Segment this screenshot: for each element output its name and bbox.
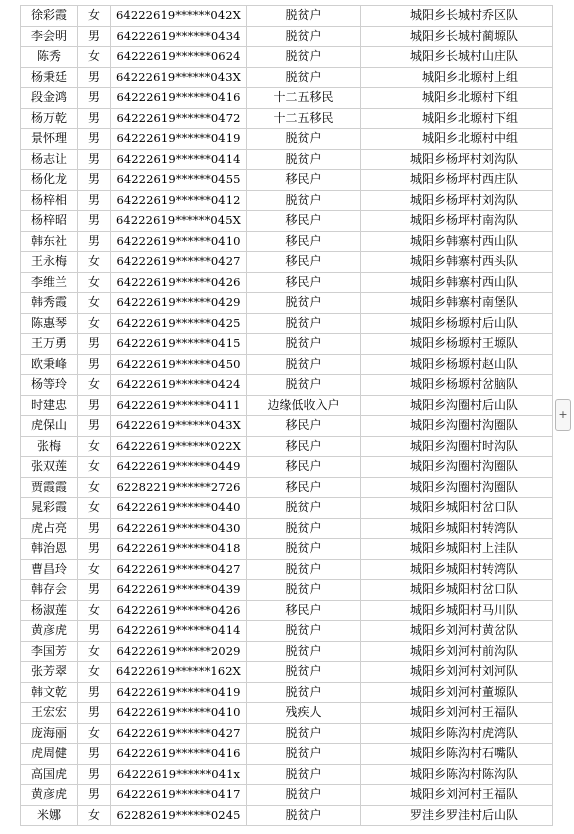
- address-cell[interactable]: 城阳乡陈沟村虎湾队: [361, 723, 553, 744]
- gender-cell[interactable]: 女: [78, 293, 111, 314]
- gender-cell[interactable]: 男: [78, 211, 111, 232]
- id-number-cell[interactable]: 64222619******0414: [111, 621, 247, 642]
- gender-cell[interactable]: 男: [78, 621, 111, 642]
- gender-cell[interactable]: 男: [78, 334, 111, 355]
- name-cell[interactable]: 杨万乾: [21, 108, 78, 129]
- table-row: [21, 26, 553, 47]
- id-number-cell[interactable]: 64222619******0416: [111, 744, 247, 765]
- table-row: [21, 252, 553, 273]
- gender-cell[interactable]: 女: [78, 47, 111, 68]
- id-number-cell[interactable]: 64222619******0439: [111, 580, 247, 601]
- name-cell[interactable]: 李维兰: [21, 272, 78, 293]
- id-number-cell[interactable]: 64222619******162X: [111, 662, 247, 683]
- category-cell[interactable]: 脱贫户: [247, 375, 361, 396]
- address-cell[interactable]: 城阳乡沟圈村沟圈队: [361, 477, 553, 498]
- id-number-cell[interactable]: 64222619******0429: [111, 293, 247, 314]
- category-cell[interactable]: 脱贫户: [247, 47, 361, 68]
- address-cell[interactable]: 城阳乡韩寨村西山队: [361, 231, 553, 252]
- table-row: [21, 457, 553, 478]
- id-number-cell[interactable]: 64222619******0415: [111, 334, 247, 355]
- address-cell[interactable]: 城阳乡陈沟村石嘴队: [361, 744, 553, 765]
- name-cell[interactable]: 杨淑莲: [21, 600, 78, 621]
- gender-cell[interactable]: 男: [78, 764, 111, 785]
- table-row: [21, 436, 553, 457]
- id-number-cell[interactable]: 64222619******045X: [111, 211, 247, 232]
- category-cell[interactable]: 脱贫户: [247, 190, 361, 211]
- name-cell[interactable]: 欧秉峰: [21, 354, 78, 375]
- category-cell[interactable]: 残疾人: [247, 703, 361, 724]
- table-row: [21, 6, 553, 27]
- gender-cell[interactable]: 女: [78, 313, 111, 334]
- id-number-cell[interactable]: 64222619******0410: [111, 231, 247, 252]
- name-cell[interactable]: 张芳翠: [21, 662, 78, 683]
- name-cell[interactable]: 杨梓昭: [21, 211, 78, 232]
- category-cell[interactable]: 脱贫户: [247, 67, 361, 88]
- category-cell[interactable]: 移民户: [247, 252, 361, 273]
- table-row: [21, 416, 553, 437]
- id-number-cell[interactable]: 64222619******041x: [111, 764, 247, 785]
- name-cell[interactable]: 黄彦虎: [21, 785, 78, 806]
- category-cell[interactable]: 十二五移民: [247, 108, 361, 129]
- table-row: [21, 129, 553, 150]
- table-row: [21, 354, 553, 375]
- id-number-cell[interactable]: 64222619******0449: [111, 457, 247, 478]
- gender-cell[interactable]: 女: [78, 6, 111, 27]
- name-cell[interactable]: 虎周健: [21, 744, 78, 765]
- table-row: [21, 375, 553, 396]
- category-cell[interactable]: 移民户: [247, 211, 361, 232]
- name-cell[interactable]: 张双莲: [21, 457, 78, 478]
- address-cell[interactable]: 城阳乡杨塬村岔脑队: [361, 375, 553, 396]
- address-cell[interactable]: 城阳乡杨塬村后山队: [361, 313, 553, 334]
- gender-cell[interactable]: 男: [78, 395, 111, 416]
- name-cell[interactable]: 杨梓相: [21, 190, 78, 211]
- table-row: [21, 313, 553, 334]
- id-number-cell[interactable]: 64222619******0624: [111, 47, 247, 68]
- table-row: [21, 559, 553, 580]
- address-cell[interactable]: 城阳乡沟圈村沟圈队: [361, 457, 553, 478]
- id-number-cell[interactable]: 64222619******2029: [111, 641, 247, 662]
- id-number-cell[interactable]: 64222619******0417: [111, 785, 247, 806]
- id-number-cell[interactable]: 64222619******0418: [111, 539, 247, 560]
- table-row: [21, 395, 553, 416]
- address-cell[interactable]: 城阳乡刘河村前沟队: [361, 641, 553, 662]
- category-cell[interactable]: 脱贫户: [247, 785, 361, 806]
- gender-cell[interactable]: 男: [78, 416, 111, 437]
- gender-cell[interactable]: 男: [78, 354, 111, 375]
- name-cell[interactable]: 陈秀: [21, 47, 78, 68]
- name-cell[interactable]: 黄彦虎: [21, 621, 78, 642]
- name-cell[interactable]: 李会明: [21, 26, 78, 47]
- table-row: [21, 170, 553, 191]
- table-row: [21, 477, 553, 498]
- table-row: [21, 231, 553, 252]
- category-cell[interactable]: 脱贫户: [247, 6, 361, 27]
- name-cell[interactable]: 曹昌玲: [21, 559, 78, 580]
- name-cell[interactable]: 王永梅: [21, 252, 78, 273]
- data-table: [20, 5, 553, 826]
- category-cell[interactable]: 脱贫户: [247, 539, 361, 560]
- name-cell[interactable]: 王万勇: [21, 334, 78, 355]
- gender-cell[interactable]: 女: [78, 457, 111, 478]
- id-number-cell[interactable]: 64222619******0411: [111, 395, 247, 416]
- name-cell[interactable]: 韩文乾: [21, 682, 78, 703]
- id-number-cell[interactable]: 64222619******0416: [111, 88, 247, 109]
- category-cell[interactable]: 脱贫户: [247, 641, 361, 662]
- id-number-cell[interactable]: 64222619******0426: [111, 600, 247, 621]
- table-row: [21, 744, 553, 765]
- category-cell[interactable]: 边缘低收入户: [247, 395, 361, 416]
- name-cell[interactable]: 米娜: [21, 805, 78, 826]
- address-cell[interactable]: 城阳乡陈沟村陈沟队: [361, 764, 553, 785]
- id-number-cell[interactable]: 64222619******0472: [111, 108, 247, 129]
- category-cell[interactable]: 移民户: [247, 231, 361, 252]
- table-row: [21, 785, 553, 806]
- gender-cell[interactable]: 男: [78, 682, 111, 703]
- table-row: [21, 272, 553, 293]
- table-row: [21, 108, 553, 129]
- name-cell[interactable]: 韩秀霞: [21, 293, 78, 314]
- address-cell[interactable]: 城阳乡长城村山庄队: [361, 47, 553, 68]
- id-number-cell[interactable]: 64222619******0412: [111, 190, 247, 211]
- table-row: [21, 662, 553, 683]
- id-number-cell[interactable]: 64222619******0450: [111, 354, 247, 375]
- category-cell[interactable]: 脱贫户: [247, 559, 361, 580]
- id-number-cell[interactable]: 64222619******043X: [111, 67, 247, 88]
- table-row: [21, 334, 553, 355]
- table-row: [21, 539, 553, 560]
- address-cell[interactable]: 城阳乡杨坪村刘沟队: [361, 190, 553, 211]
- gender-cell[interactable]: 男: [78, 108, 111, 129]
- name-cell[interactable]: 段金鸿: [21, 88, 78, 109]
- name-cell[interactable]: 晁彩霞: [21, 498, 78, 519]
- gender-cell[interactable]: 女: [78, 272, 111, 293]
- name-cell[interactable]: 张梅: [21, 436, 78, 457]
- table-row: [21, 88, 553, 109]
- address-cell[interactable]: 城阳乡刘河村黄岔队: [361, 621, 553, 642]
- id-number-cell[interactable]: 64222619******022X: [111, 436, 247, 457]
- gender-cell[interactable]: 男: [78, 785, 111, 806]
- name-cell[interactable]: 杨秉廷: [21, 67, 78, 88]
- id-number-cell[interactable]: 64222619******0414: [111, 149, 247, 170]
- category-cell[interactable]: 脱贫户: [247, 354, 361, 375]
- category-cell[interactable]: 脱贫户: [247, 129, 361, 150]
- table-row: [21, 190, 553, 211]
- category-cell[interactable]: 移民户: [247, 272, 361, 293]
- address-cell[interactable]: 城阳乡北塬村下组: [361, 88, 553, 109]
- name-cell[interactable]: 李国芳: [21, 641, 78, 662]
- name-cell[interactable]: 韩东社: [21, 231, 78, 252]
- address-cell[interactable]: 城阳乡北塬村下组: [361, 108, 553, 129]
- address-cell[interactable]: 城阳乡城阳村岔口队: [361, 498, 553, 519]
- id-number-cell[interactable]: 64222619******0426: [111, 272, 247, 293]
- gender-cell[interactable]: 男: [78, 703, 111, 724]
- gender-cell[interactable]: 女: [78, 805, 111, 826]
- category-cell[interactable]: 十二五移民: [247, 88, 361, 109]
- category-cell[interactable]: 移民户: [247, 416, 361, 437]
- gender-cell[interactable]: 男: [78, 539, 111, 560]
- address-cell[interactable]: 城阳乡城阳村马川队: [361, 600, 553, 621]
- address-cell[interactable]: 城阳乡沟圈村沟圈队: [361, 416, 553, 437]
- name-cell[interactable]: 虎占亮: [21, 518, 78, 539]
- gender-cell[interactable]: 女: [78, 600, 111, 621]
- address-cell[interactable]: 城阳乡长城村蔺塬队: [361, 26, 553, 47]
- category-cell[interactable]: 脱贫户: [247, 334, 361, 355]
- id-number-cell[interactable]: 64222619******042X: [111, 6, 247, 27]
- address-cell[interactable]: 城阳乡北塬村中组: [361, 129, 553, 150]
- category-cell[interactable]: 脱贫户: [247, 293, 361, 314]
- category-cell[interactable]: 移民户: [247, 457, 361, 478]
- address-cell[interactable]: 城阳乡刘河村董塬队: [361, 682, 553, 703]
- id-number-cell[interactable]: 64222619******0419: [111, 129, 247, 150]
- category-cell[interactable]: 脱贫户: [247, 662, 361, 683]
- gender-cell[interactable]: 男: [78, 744, 111, 765]
- name-cell[interactable]: 韩治恩: [21, 539, 78, 560]
- gender-cell[interactable]: 女: [78, 723, 111, 744]
- address-cell[interactable]: 城阳乡刘河村刘河队: [361, 662, 553, 683]
- table-row: [21, 764, 553, 785]
- id-number-cell[interactable]: 64222619******0427: [111, 559, 247, 580]
- gender-cell[interactable]: 女: [78, 498, 111, 519]
- table-row: [21, 67, 553, 88]
- category-cell[interactable]: 脱贫户: [247, 313, 361, 334]
- table-row: [21, 641, 553, 662]
- address-cell[interactable]: 城阳乡北塬村上组: [361, 67, 553, 88]
- category-cell[interactable]: 脱贫户: [247, 518, 361, 539]
- name-cell[interactable]: 虎保山: [21, 416, 78, 437]
- id-number-cell[interactable]: 64222619******0419: [111, 682, 247, 703]
- table-row: [21, 293, 553, 314]
- address-cell[interactable]: 城阳乡杨塬村王塬队: [361, 334, 553, 355]
- address-cell[interactable]: 城阳乡城阳村上洼队: [361, 539, 553, 560]
- address-cell[interactable]: 罗洼乡罗洼村后山队: [361, 805, 553, 826]
- id-number-cell[interactable]: 64222619******0427: [111, 723, 247, 744]
- gender-cell[interactable]: 男: [78, 170, 111, 191]
- name-cell[interactable]: 庞海丽: [21, 723, 78, 744]
- gender-cell[interactable]: 女: [78, 662, 111, 683]
- table-row: [21, 47, 553, 68]
- id-number-cell[interactable]: 64222619******0440: [111, 498, 247, 519]
- table-body: [21, 6, 553, 826]
- gender-cell[interactable]: 女: [78, 641, 111, 662]
- category-cell[interactable]: 脱贫户: [247, 723, 361, 744]
- table-row: [21, 723, 553, 744]
- name-cell[interactable]: 贾霞霞: [21, 477, 78, 498]
- address-cell[interactable]: 城阳乡刘河村王福队: [361, 703, 553, 724]
- address-cell[interactable]: 城阳乡长城村乔区队: [361, 6, 553, 27]
- gender-cell[interactable]: 男: [78, 26, 111, 47]
- table-row: [21, 621, 553, 642]
- address-cell[interactable]: 城阳乡沟圈村时沟队: [361, 436, 553, 457]
- id-number-cell[interactable]: 64222619******0434: [111, 26, 247, 47]
- table-row: [21, 580, 553, 601]
- address-cell[interactable]: 城阳乡杨塬村赵山队: [361, 354, 553, 375]
- gender-cell[interactable]: 女: [78, 436, 111, 457]
- name-cell[interactable]: 王宏宏: [21, 703, 78, 724]
- id-number-cell[interactable]: 62282619******0245: [111, 805, 247, 826]
- address-cell[interactable]: 城阳乡刘河村王福队: [361, 785, 553, 806]
- gender-cell[interactable]: 女: [78, 375, 111, 396]
- address-cell[interactable]: 城阳乡韩寨村西山队: [361, 272, 553, 293]
- table-row: [21, 498, 553, 519]
- table-row: [21, 211, 553, 232]
- address-cell[interactable]: 城阳乡韩寨村西头队: [361, 252, 553, 273]
- gender-cell[interactable]: 男: [78, 88, 111, 109]
- gender-cell[interactable]: 男: [78, 190, 111, 211]
- category-cell[interactable]: 脱贫户: [247, 580, 361, 601]
- id-number-cell[interactable]: 64222619******043X: [111, 416, 247, 437]
- category-cell[interactable]: 脱贫户: [247, 498, 361, 519]
- id-number-cell[interactable]: 64222619******0455: [111, 170, 247, 191]
- gender-cell[interactable]: 女: [78, 477, 111, 498]
- name-cell[interactable]: 韩存会: [21, 580, 78, 601]
- address-cell[interactable]: 城阳乡杨坪村西庄队: [361, 170, 553, 191]
- category-cell[interactable]: 脱贫户: [247, 805, 361, 826]
- gender-cell[interactable]: 男: [78, 518, 111, 539]
- table-row: [21, 805, 553, 826]
- table-row: [21, 149, 553, 170]
- category-cell[interactable]: 移民户: [247, 477, 361, 498]
- category-cell[interactable]: 移民户: [247, 600, 361, 621]
- gender-cell[interactable]: 女: [78, 559, 111, 580]
- category-cell[interactable]: 脱贫户: [247, 149, 361, 170]
- address-cell[interactable]: 城阳乡杨坪村南沟队: [361, 211, 553, 232]
- address-cell[interactable]: 城阳乡城阳村转湾队: [361, 559, 553, 580]
- add-column-button[interactable]: +: [555, 399, 571, 431]
- name-cell[interactable]: 徐彩霞: [21, 6, 78, 27]
- gender-cell[interactable]: 男: [78, 67, 111, 88]
- name-cell[interactable]: 杨志让: [21, 149, 78, 170]
- category-cell[interactable]: 脱贫户: [247, 764, 361, 785]
- category-cell[interactable]: 脱贫户: [247, 744, 361, 765]
- table-row: [21, 703, 553, 724]
- table-row: [21, 518, 553, 539]
- name-cell[interactable]: 景怀理: [21, 129, 78, 150]
- id-number-cell[interactable]: 62282219******2726: [111, 477, 247, 498]
- address-cell[interactable]: 城阳乡杨坪村刘沟队: [361, 149, 553, 170]
- name-cell[interactable]: 陈惠琴: [21, 313, 78, 334]
- category-cell[interactable]: 移民户: [247, 170, 361, 191]
- gender-cell[interactable]: 男: [78, 149, 111, 170]
- gender-cell[interactable]: 男: [78, 129, 111, 150]
- address-cell[interactable]: 城阳乡城阳村转湾队: [361, 518, 553, 539]
- name-cell[interactable]: 杨化龙: [21, 170, 78, 191]
- category-cell[interactable]: 脱贫户: [247, 621, 361, 642]
- id-number-cell[interactable]: 64222619******0427: [111, 252, 247, 273]
- name-cell[interactable]: 杨等玲: [21, 375, 78, 396]
- category-cell[interactable]: 脱贫户: [247, 682, 361, 703]
- table-row: [21, 600, 553, 621]
- address-cell[interactable]: 城阳乡城阳村岔口队: [361, 580, 553, 601]
- id-number-cell[interactable]: 64222619******0430: [111, 518, 247, 539]
- gender-cell[interactable]: 女: [78, 252, 111, 273]
- id-number-cell[interactable]: 64222619******0425: [111, 313, 247, 334]
- name-cell[interactable]: 高国虎: [21, 764, 78, 785]
- gender-cell[interactable]: 男: [78, 580, 111, 601]
- address-cell[interactable]: 城阳乡沟圈村后山队: [361, 395, 553, 416]
- category-cell[interactable]: 移民户: [247, 436, 361, 457]
- table-row: [21, 682, 553, 703]
- name-cell[interactable]: 时建忠: [21, 395, 78, 416]
- id-number-cell[interactable]: 64222619******0410: [111, 703, 247, 724]
- id-number-cell[interactable]: 64222619******0424: [111, 375, 247, 396]
- gender-cell[interactable]: 男: [78, 231, 111, 252]
- address-cell[interactable]: 城阳乡韩寨村南堡队: [361, 293, 553, 314]
- category-cell[interactable]: 脱贫户: [247, 26, 361, 47]
